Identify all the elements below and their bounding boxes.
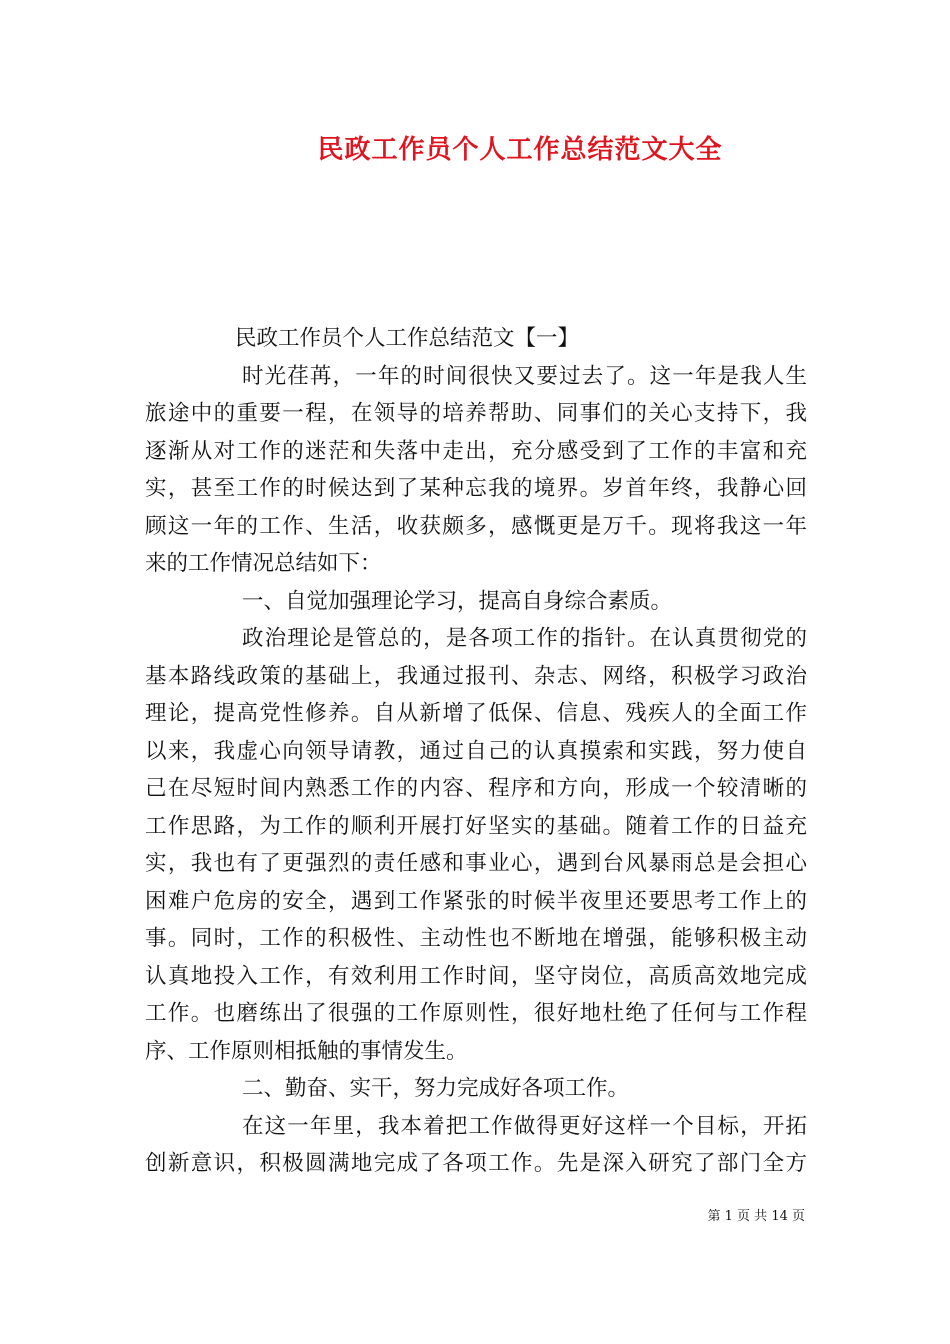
paragraph-line: 政治理论是管总的，是各项工作的指针。在认真贯彻党的	[242, 626, 807, 651]
paragraph-line: 实，甚至工作的时候达到了某种忘我的境界。岁首年终，我静心回	[145, 476, 807, 501]
paragraph-line: 在这一年里，我本着把工作做得更好这样一个目标，开拓	[242, 1113, 807, 1139]
paragraph-line: 以来，我虚心向领导请教，通过自己的认真摸索和实践，努力使自	[145, 738, 807, 764]
page-number: 第 1 页 共 14 页	[707, 1209, 805, 1224]
paragraph-line: 来的工作情况总结如下：	[145, 551, 382, 576]
paragraph-line: 事。同时，工作的积极性、主动性也不断地在增强，能够积极主动	[145, 926, 807, 951]
paragraph-line: 己在尽短时间内熟悉工作的内容、程序和方向，形成一个较清晰的	[145, 776, 807, 801]
paragraph-line: 逐渐从对工作的迷茫和失落中走出，充分感受到了工作的丰富和充	[145, 438, 807, 464]
paragraph-line: 理论，提高党性修养。自从新增了低保、信息、残疾人的全面工作	[145, 701, 807, 726]
section-subtitle: 民政工作员个人工作总结范文【一】	[235, 326, 580, 351]
document-body	[145, 320, 807, 1183]
paragraph-line: 实，我也有了更强烈的责任感和事业心，遇到台风暴雨总是会担心	[145, 851, 807, 876]
paragraph-line: 时光荏苒，一年的时间很快又要过去了。这一年是我人生	[242, 363, 807, 389]
section-heading: 一、自觉加强理论学习，提高自身综合素质。	[242, 588, 673, 614]
paragraph-line: 认真地投入工作，有效利用工作时间，坚守岗位，高质高效地完成	[145, 963, 807, 989]
paragraph-line: 工作思路，为工作的顺利开展打好坚实的基础。随着工作的日益充	[145, 813, 807, 839]
paragraph-line: 工作。也磨练出了很强的工作原则性，很好地杜绝了任何与工作程	[145, 1001, 807, 1026]
paragraph-line: 顾这一年的工作、生活，收获颇多，感慨更是万千。现将我这一年	[145, 513, 807, 539]
paragraph-line: 创新意识，积极圆满地完成了各项工作。先是深入研究了部门全方	[145, 1151, 807, 1176]
paragraph-line: 困难户危房的安全，遇到工作紧张的时候半夜里还要思考工作上的	[145, 888, 807, 914]
paragraph-line: 基本路线政策的基础上，我通过报刊、杂志、网络，积极学习政治	[145, 663, 807, 689]
document-title: 民政工作员个人工作总结范文大全	[317, 135, 723, 165]
section-heading: 二、勤奋、实干，努力完成好各项工作。	[242, 1076, 630, 1101]
paragraph-line: 旅途中的重要一程，在领导的培养帮助、同事们的关心支持下，我	[145, 401, 807, 426]
paragraph-line: 序、工作原则相抵触的事情发生。	[145, 1038, 468, 1064]
